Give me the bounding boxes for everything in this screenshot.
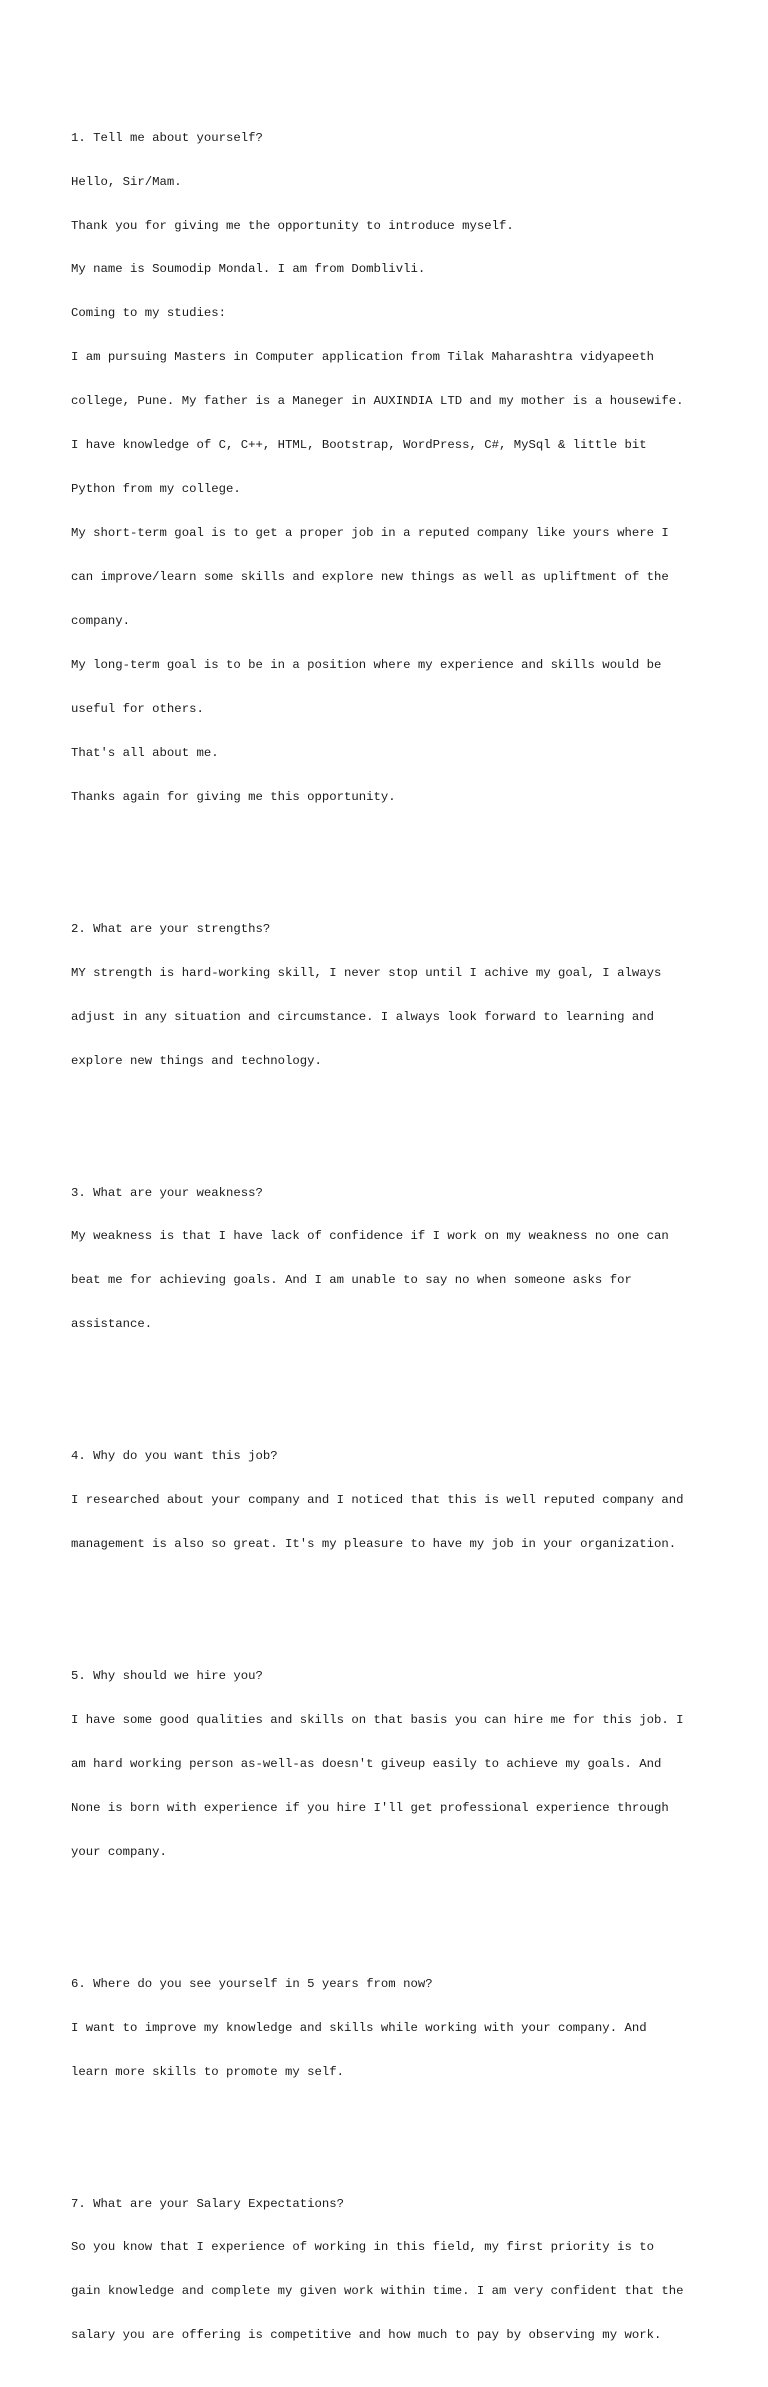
- text-line: Hello, Sir/Mam.: [71, 174, 182, 189]
- question-heading: 4. Why do you want this job?: [71, 1449, 278, 1464]
- document-page: [71, 72, 731, 2387]
- text-line: My long-term goal is to be in a position where my experience and skills would be: [71, 658, 662, 673]
- section-why-hire-you: [71, 1640, 731, 1889]
- question-heading: 1. Tell me about yourself?: [71, 130, 263, 145]
- question-heading: 2. What are your strengths?: [71, 921, 271, 936]
- text-line: I have knowledge of C, C++, HTML, Bootstrap, WordPress, C#, MySql & little bit: [71, 438, 647, 453]
- question-heading: 3. What are your weakness?: [71, 1185, 263, 1200]
- text-line: management is also so great. It's my pleasure to have my job in your organization.: [71, 1537, 677, 1552]
- section-salary-expectations: [71, 2167, 731, 2372]
- section-strengths: [71, 892, 731, 1097]
- text-line: college, Pune. My father is a Maneger in AUXINDIA LTD and my mother is a housewife.: [71, 394, 684, 409]
- text-line: company.: [71, 614, 131, 629]
- question-heading: 7. What are your Salary Expectations?: [71, 2196, 345, 2211]
- text-line: My weakness is that I have lack of confidence if I work on my weakness no one can: [71, 1229, 669, 1244]
- text-line: beat me for achieving goals. And I am unable to say no when someone asks for: [71, 1273, 632, 1288]
- section-tell-about-yourself: [71, 101, 731, 834]
- text-line: gain knowledge and complete my given work within time. I am very confident that the: [71, 2284, 684, 2299]
- question-heading: 5. Why should we hire you?: [71, 1669, 263, 1684]
- text-line: MY strength is hard-working skill, I never stop until I achive my goal, I always: [71, 965, 662, 980]
- text-line: Thanks again for giving me this opportunity.: [71, 789, 396, 804]
- question-heading: 6. Where do you see yourself in 5 years from now?: [71, 1976, 433, 1991]
- text-line: I am pursuing Masters in Computer application from Tilak Maharashtra vidyapeeth: [71, 350, 654, 365]
- text-line: learn more skills to promote my self.: [71, 2064, 345, 2079]
- text-line: I researched about your company and I noticed that this is well reputed company and: [71, 1493, 684, 1508]
- text-line: can improve/learn some skills and explore new things as well as upliftment of the: [71, 570, 669, 585]
- text-line: salary you are offering is competitive and how much to pay by observing my work.: [71, 2328, 662, 2343]
- text-line: My name is Soumodip Mondal. I am from Domblivli.: [71, 262, 426, 277]
- text-line: I want to improve my knowledge and skills while working with your company. And: [71, 2020, 647, 2035]
- text-line: I have some good qualities and skills on that basis you can hire me for this job. I: [71, 1713, 684, 1727]
- text-line: am hard working person as-well-as doesn't giveup easily to achieve my goals. And: [71, 1756, 662, 1771]
- text-line: That's all about me.: [71, 745, 219, 760]
- text-line: My short-term goal is to get a proper job in a reputed company like yours where I: [71, 526, 669, 541]
- section-why-this-job: [71, 1420, 731, 1581]
- text-line: explore new things and technology.: [71, 1053, 322, 1068]
- text-line: your company.: [71, 1844, 167, 1859]
- text-line: None is born with experience if you hire I'll get professional experience through: [71, 1800, 669, 1815]
- text-line: Thank you for giving me the opportunity to introduce myself.: [71, 218, 514, 233]
- text-line: So you know that I experience of working in this field, my first priority is to: [71, 2240, 654, 2255]
- text-line: Python from my college.: [71, 482, 241, 497]
- text-line: useful for others.: [71, 702, 204, 717]
- section-weakness: [71, 1156, 731, 1361]
- text-line: adjust in any situation and circumstance. I always look forward to learning and: [71, 1009, 654, 1024]
- text-line: Coming to my studies:: [71, 306, 226, 321]
- text-line: assistance.: [71, 1317, 153, 1332]
- section-five-years: [71, 1947, 731, 2108]
